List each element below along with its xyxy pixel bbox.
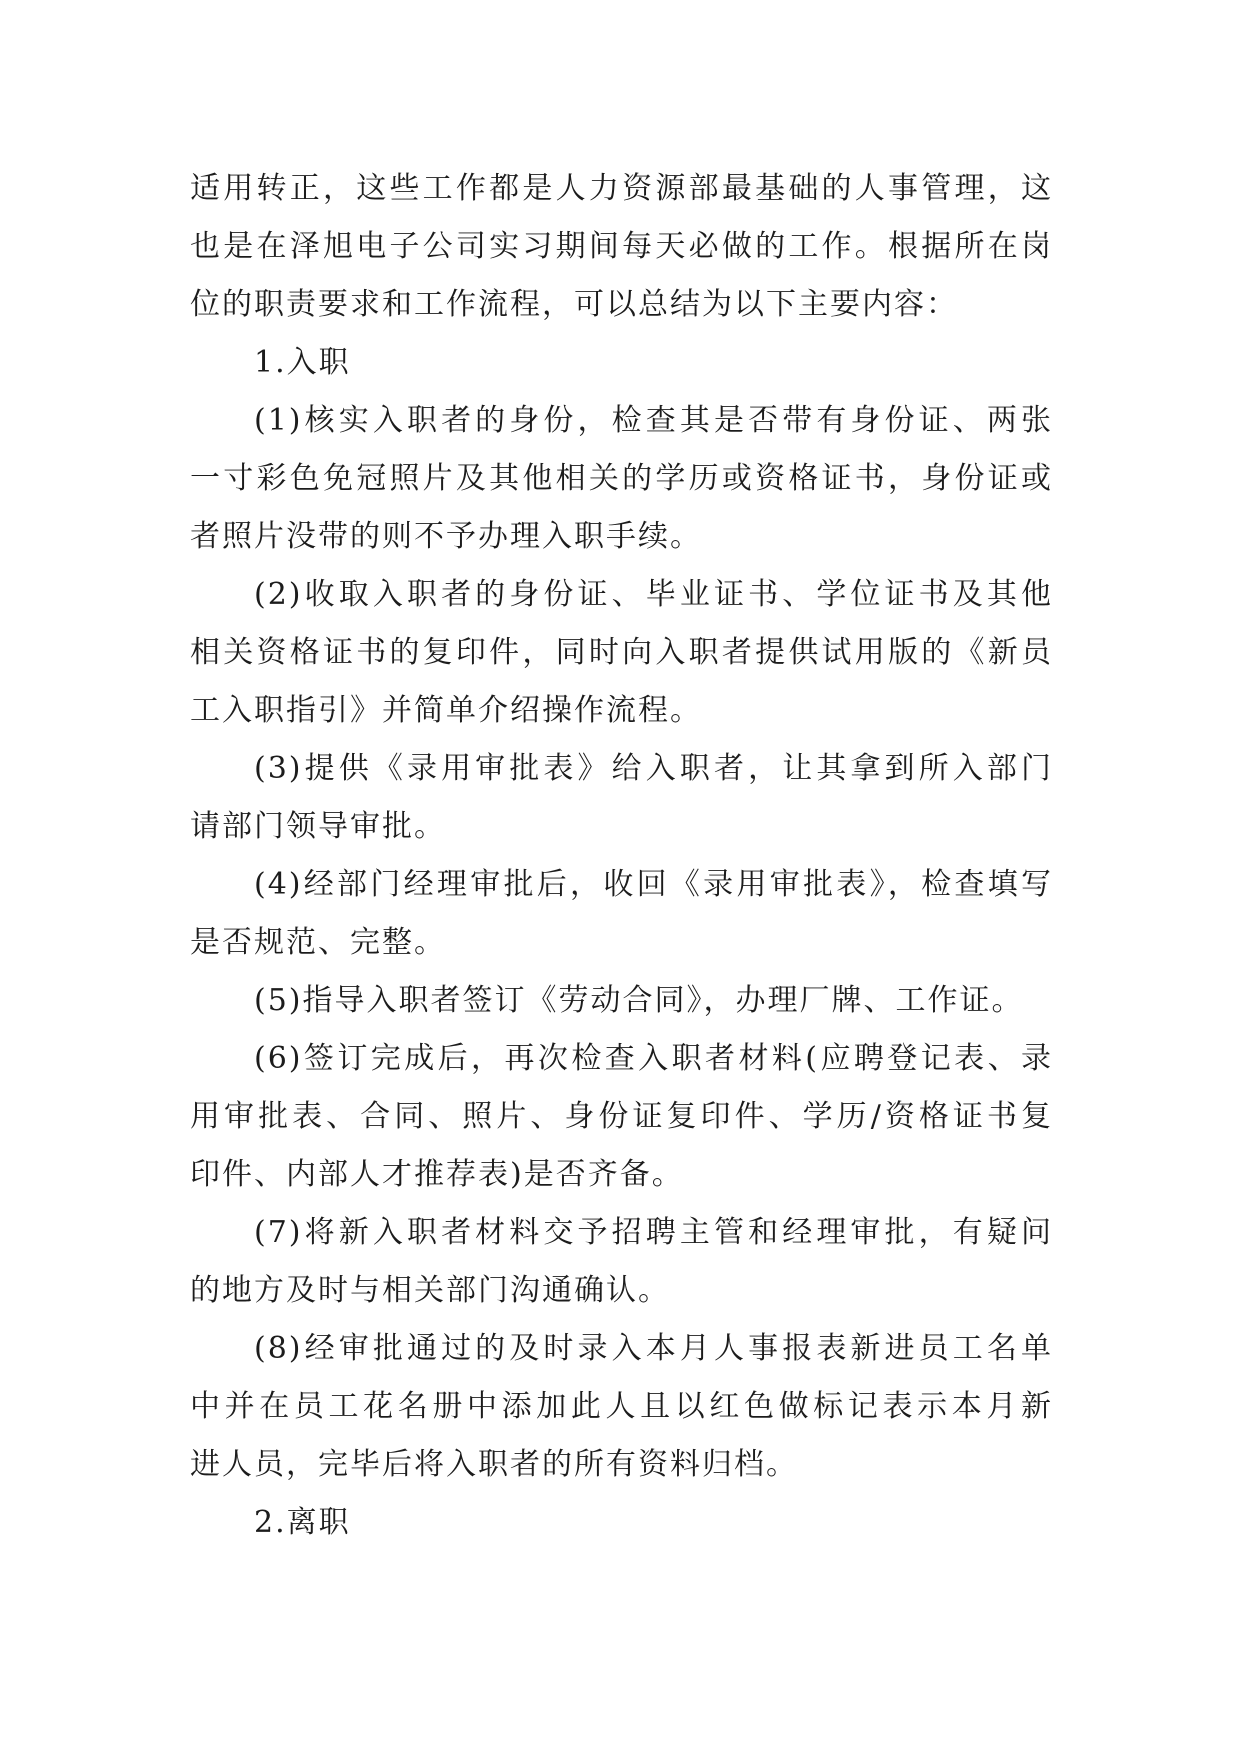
paragraph-intro bbox=[190, 160, 1053, 334]
paragraph-item-7 bbox=[190, 1204, 1053, 1320]
text-line: 一寸彩色免冠照片及其他相关的学历或资格证书，身份证或 bbox=[190, 461, 1053, 496]
text-line: (7)将新入职者材料交予招聘主管和经理审批，有疑问 bbox=[254, 1215, 1053, 1250]
text-line: (2)收取入职者的身份证、毕业证书、学位证书及其他 bbox=[254, 577, 1053, 612]
text-line: (3)提供《录用审批表》给入职者，让其拿到所入部门 bbox=[254, 751, 1053, 786]
text-line: 者照片没带的则不予办理入职手续。 bbox=[190, 519, 702, 554]
text-line: (5)指导入职者签订《劳动合同》，办理厂牌、工作证。 bbox=[254, 983, 1024, 1018]
text-line: 也是在泽旭电子公司实习期间每天必做的工作。根据所在岗 bbox=[190, 229, 1053, 264]
section-heading: 1.入职 bbox=[254, 345, 351, 380]
paragraph-item-8 bbox=[190, 1320, 1053, 1494]
text-line: (6)签订完成后，再次检查入职者材料(应聘登记表、录 bbox=[254, 1041, 1053, 1076]
text-line: 工入职指引》并简单介绍操作流程。 bbox=[190, 693, 702, 728]
document-body bbox=[190, 160, 1053, 1552]
text-line: 的地方及时与相关部门沟通确认。 bbox=[190, 1273, 670, 1308]
text-line: 用审批表、合同、照片、身份证复印件、学历/资格证书复 bbox=[190, 1099, 1053, 1134]
paragraph-item-2 bbox=[190, 566, 1053, 740]
text-line: (4)经部门经理审批后，收回《录用审批表》，检查填写 bbox=[254, 867, 1053, 902]
text-line: (8)经审批通过的及时录入本月人事报表新进员工名单 bbox=[254, 1331, 1053, 1366]
text-line: 适用转正，这些工作都是人力资源部最基础的人事管理，这 bbox=[190, 171, 1053, 206]
paragraph-item-3 bbox=[190, 740, 1053, 856]
paragraph-item-6 bbox=[190, 1030, 1053, 1204]
paragraph-item-1 bbox=[190, 392, 1053, 566]
section-heading: 2.离职 bbox=[254, 1505, 351, 1540]
paragraph-item-4 bbox=[190, 856, 1053, 972]
text-line: 相关资格证书的复印件，同时向入职者提供试用版的《新员 bbox=[190, 635, 1053, 670]
text-line: 中并在员工花名册中添加此人且以红色做标记表示本月新 bbox=[190, 1389, 1053, 1424]
text-line: 印件、内部人才推荐表)是否齐备。 bbox=[190, 1157, 684, 1192]
text-line: (1)核实入职者的身份，检查其是否带有身份证、两张 bbox=[254, 403, 1053, 438]
text-line: 位的职责要求和工作流程，可以总结为以下主要内容： bbox=[190, 287, 958, 322]
paragraph-item-5 bbox=[190, 972, 1053, 1030]
text-line: 请部门领导审批。 bbox=[190, 809, 446, 844]
text-line: 是否规范、完整。 bbox=[190, 925, 446, 960]
section-heading-onboarding bbox=[190, 334, 1053, 392]
text-line: 进人员，完毕后将入职者的所有资料归档。 bbox=[190, 1447, 798, 1482]
section-heading-resignation bbox=[190, 1494, 1053, 1552]
